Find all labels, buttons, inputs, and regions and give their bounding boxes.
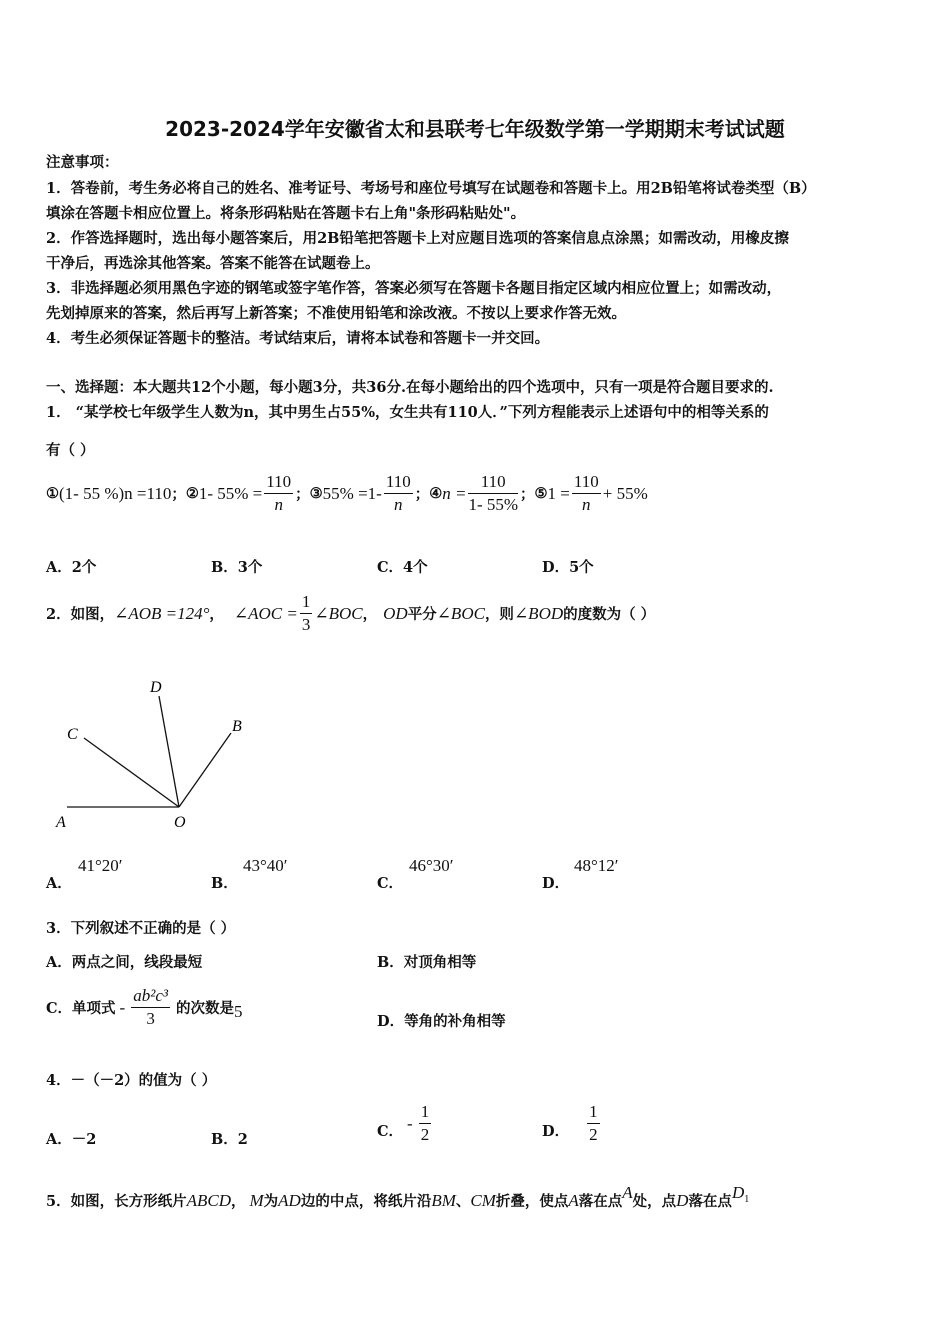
label-o: O <box>174 814 186 831</box>
notice-line: 2．作答选择题时，选出每小题答案后，用2B铅笔把答题卡上对应题目选项的答案信息点涂黑；如需改动，用橡皮擦 <box>46 230 789 247</box>
page-title: 2023-2024学年安徽省太和县联考七年级数学第一学期期末考试试题 <box>165 117 785 141</box>
minus-sign: - <box>407 1113 413 1133</box>
comma: ， <box>230 1193 246 1210</box>
point-d: D <box>676 1191 689 1210</box>
segment-cm: CM <box>470 1191 496 1210</box>
q4-stem: 4．－（－2）的值为（ ） <box>46 1072 217 1089</box>
q2-option-d-value: 48°12′ <box>574 856 619 875</box>
angle-boc: ∠BOC <box>314 603 363 623</box>
q2-option-c-value: 46°30′ <box>409 856 454 875</box>
q4-option-c-letter: C． <box>377 1123 404 1140</box>
degree-text: 的次数是 <box>175 1000 234 1017</box>
section-heading: 一、选择题：本大题共12个小题，每小题3分，共36分.在每小题给出的四个选项中，只有一项是符合题目要求的. <box>46 379 774 396</box>
circled-1: ① <box>46 485 59 502</box>
notice-line: 干净后，再选涂其他答案。答案不能答在试题卷上。 <box>46 255 380 272</box>
q5-text: 落在点 <box>578 1193 623 1210</box>
q3-option-a: A．两点之间，线段最短 <box>46 954 203 971</box>
q4-option-a: A．－2 <box>46 1131 97 1148</box>
q5-stem <box>46 1183 906 1211</box>
q1-option-b: B．3个 <box>211 559 263 576</box>
monomial-numerator: ab²c³ <box>131 986 170 1008</box>
q2-option-d-letter: D． <box>542 875 570 892</box>
label-c: C <box>67 726 78 743</box>
label-a: A <box>56 814 66 831</box>
q5-text: 为 <box>263 1193 279 1210</box>
fraction-one-third: $\frac{1}{3}$ <box>301 592 311 634</box>
label-d: D <box>150 679 162 696</box>
equation-3-left: 55% =1- <box>322 483 382 503</box>
q5-text: 边的中点，将纸片沿 <box>300 1193 432 1210</box>
q4-option-c <box>377 1102 433 1145</box>
q2-stem <box>46 592 655 635</box>
q5-text: 折叠，使点 <box>495 1193 569 1210</box>
q3-stem: 3．下列叙述不正确的是（ ） <box>46 920 236 937</box>
circled-5: ⑤ <box>534 485 548 502</box>
separator: ； <box>171 486 186 503</box>
equation-1: (1- 55 %)n =110 <box>59 483 172 503</box>
subscript-1: 1 <box>744 1194 750 1205</box>
ray-od: OD <box>383 603 408 623</box>
degree-value: 5 <box>233 1001 243 1021</box>
angle-aob: ∠AOB =124° <box>114 603 210 623</box>
q2-prefix: 2．如图， <box>46 606 115 623</box>
separator: ； <box>414 486 430 503</box>
q4-option-b: B．2 <box>211 1131 248 1148</box>
q5-text: 处，点 <box>632 1193 677 1210</box>
separator: ； <box>520 486 535 503</box>
comma: ， <box>209 606 224 623</box>
q2-option-a-value: 41°20′ <box>78 856 123 875</box>
monomial-fraction <box>131 986 170 1029</box>
fraction-one-half: $\frac{1}{2}$ <box>420 1102 430 1144</box>
ray-ob <box>179 733 231 807</box>
equation-2-left: 1- 55% = <box>198 483 263 503</box>
equation-4-left: n = <box>442 483 467 503</box>
segment-bm: BM <box>431 1191 456 1210</box>
q5-text: 、 <box>455 1193 471 1210</box>
q1-stem-end: 有（ ） <box>46 442 95 459</box>
fraction-110-over-1-55: $\frac{110}{1- 55\%}$ <box>468 472 519 514</box>
angle-boc: ∠BOC <box>436 603 485 623</box>
circled-2: ② <box>185 485 199 502</box>
then-text: ，则 <box>484 606 514 623</box>
q3-option-d: D．等角的补角相等 <box>377 1013 506 1030</box>
ray-oc <box>84 738 179 807</box>
q5-text: 5．如图，长方形纸片 <box>46 1193 187 1210</box>
rect-abcd: ABCD <box>186 1191 231 1210</box>
fraction-one-half: $\frac{1}{2}$ <box>589 1102 598 1144</box>
q2-tail: 的度数为（ ） <box>563 606 656 623</box>
q1-option-d: D．5个 <box>542 559 594 576</box>
equation-5-right: + 55% <box>602 483 648 503</box>
q1-option-a: A．2个 <box>46 559 97 576</box>
fraction-110-over-n: $\frac{110}{n}$ <box>385 472 411 514</box>
point-d1: D <box>731 1183 745 1202</box>
q2-option-b-letter: B． <box>211 875 238 892</box>
q3-option-b: B．对顶角相等 <box>377 954 477 971</box>
fraction-110-over-n: $\frac{110}{n}$ <box>573 472 599 514</box>
circled-4: ④ <box>429 485 443 502</box>
notice-line: 填涂在答题卡相应位置上。将条形码粘贴在答题卡右上角"条形码粘贴处"。 <box>46 205 526 222</box>
angle-figure <box>40 670 270 840</box>
q4-option-d <box>542 1102 602 1145</box>
q2-option-b-value: 43°40′ <box>243 856 288 875</box>
q2-option-a-letter: A． <box>46 875 72 892</box>
q1-equations <box>46 472 648 515</box>
circled-3: ③ <box>309 485 323 502</box>
minus-sign: - <box>119 997 126 1017</box>
fraction-110-over-n: $\frac{110}{n}$ <box>266 472 292 514</box>
equation-5-left: 1 = <box>547 483 570 503</box>
q3-option-c <box>46 986 242 1029</box>
angle-bod: ∠BOD <box>513 603 564 623</box>
label-b: B <box>232 718 242 735</box>
notice-line: 3．非选择题必须用黑色字迹的钢笔或签字笔作答，答案必须写在答题卡各题目指定区域内相应位置上；如需改动， <box>46 280 782 297</box>
q2-option-c-letter: C． <box>377 875 404 892</box>
q1-option-c: C．4个 <box>377 559 428 576</box>
point-m: M <box>249 1191 264 1210</box>
q5-text: 落在点 <box>688 1193 732 1210</box>
ray-od <box>159 696 179 807</box>
separator: ； <box>295 486 310 503</box>
q4-option-d-letter: D． <box>542 1123 570 1140</box>
bisect-text: 平分 <box>407 606 437 623</box>
notice-line: 4．考生必须保证答题卡的整洁。考试结束后，请将本试卷和答题卡一并交回。 <box>46 330 550 347</box>
notice-line: 1．答卷前，考生务必将自己的姓名、准考证号、考场号和座位号填写在试题卷和答题卡上。用2B铅笔将试卷类型（B） <box>46 180 816 197</box>
q1-stem: 1． “某学校七年级学生人数为n，其中男生占55%，女生共有110人．”下列方程能表示上述语句中的相等关系的 <box>46 404 769 421</box>
notice-heading: 注意事项： <box>46 154 119 171</box>
point-a1: A <box>622 1183 633 1202</box>
q3-option-c-label: C．单项式 <box>46 1000 116 1017</box>
notice-line: 先划掉原来的答案，然后再写上新答案；不准使用铅笔和涂改液。不按以上要求作答无效。 <box>46 305 626 322</box>
monomial-denominator: 3 <box>146 1009 155 1028</box>
angle-aoc: ∠AOC = <box>233 603 298 623</box>
segment-ad: AD <box>278 1191 301 1210</box>
point-a: A <box>568 1191 579 1210</box>
comma: ， <box>362 606 378 623</box>
